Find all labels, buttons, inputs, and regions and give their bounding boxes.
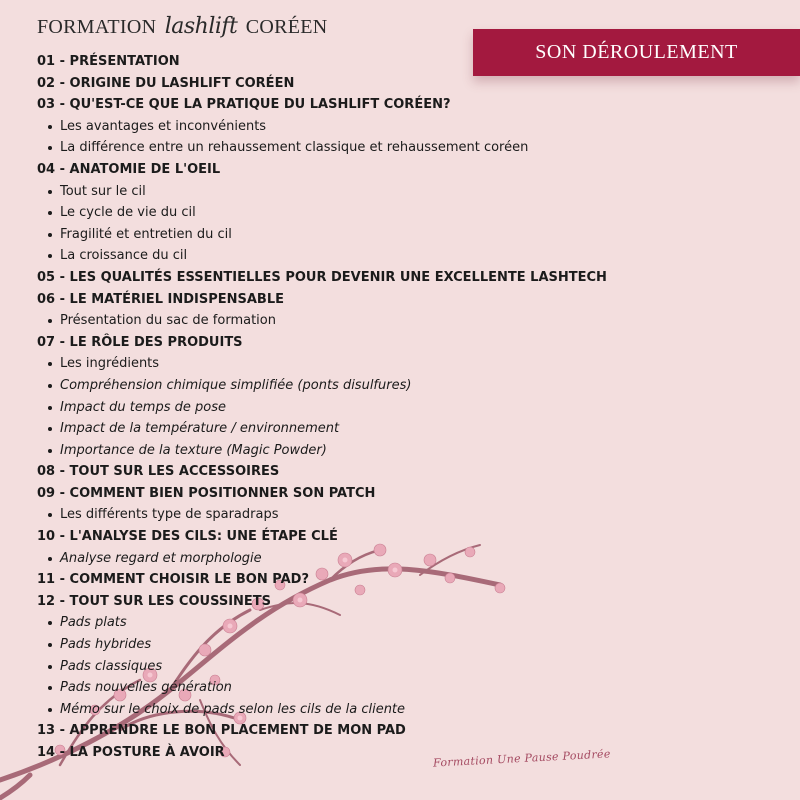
title-prefix: FORMATION xyxy=(37,16,157,38)
outline-bullet: Fragilité et entretien du cil xyxy=(37,224,607,246)
outline-heading: 11 - COMMENT CHOISIR LE BON PAD? xyxy=(37,572,309,588)
outline-bullet: Présentation du sac de formation xyxy=(37,310,607,332)
outline-heading: 12 - TOUT SUR LES COUSSINETS xyxy=(37,593,272,609)
outline-bullet-italic: Importance de la texture (Magic Powder) xyxy=(37,440,607,462)
outline-heading: 06 - LE MATÉRIEL INDISPENSABLE xyxy=(37,291,284,307)
outline-bullet: La croissance du cil xyxy=(37,245,607,267)
outline-heading: 13 - APPRENDRE LE BON PLACEMENT DE MON PAD xyxy=(37,723,406,739)
outline-bullet: La différence entre un rehaussement classique et rehaussement coréen xyxy=(37,137,607,159)
outline-bullet-italic: Mémo sur le choix de pads selon les cils de la cliente xyxy=(37,699,607,721)
outline-heading: 10 - L'ANALYSE DES CILS: UNE ÉTAPE CLÉ xyxy=(37,529,338,545)
outline-bullet-italic: Pads plats xyxy=(37,612,607,634)
outline-bullet: Tout sur le cil xyxy=(37,181,607,203)
outline-bullet-italic: Compréhension chimique simplifiée (ponts disulfures) xyxy=(37,375,607,397)
outline-heading: 09 - COMMENT BIEN POSITIONNER SON PATCH xyxy=(37,485,376,501)
outline-bullet: Le cycle de vie du cil xyxy=(37,202,607,224)
outline-bullet-italic: Impact de la température / environnement xyxy=(37,418,607,440)
signature: Formation Une Pause Poudrée xyxy=(432,747,611,770)
outline-heading: 04 - ANATOMIE DE L'OEIL xyxy=(37,161,221,177)
outline-bullet-italic: Impact du temps de pose xyxy=(37,397,607,419)
outline-heading: 14 - LA POSTURE À AVOIR xyxy=(37,745,225,760)
title-suffix: CORÉEN xyxy=(245,16,328,38)
page-title xyxy=(37,14,328,39)
outline-bullet-italic: Analyse regard et morphologie xyxy=(37,548,607,570)
outline-bullet: Les avantages et inconvénients xyxy=(37,116,607,138)
program-outline xyxy=(37,51,607,764)
title-script-word: lashlift xyxy=(164,14,238,39)
outline-bullet-italic: Pads nouvelles génération xyxy=(37,677,607,699)
outline-heading: 08 - TOUT SUR LES ACCESSOIRES xyxy=(37,464,280,480)
outline-bullet-italic: Pads classiques xyxy=(37,656,607,678)
outline-bullet: Les différents type de sparadraps xyxy=(37,504,607,526)
outline-heading: 01 - PRÉSENTATION xyxy=(37,54,180,69)
outline-bullet-italic: Pads hybrides xyxy=(37,634,607,656)
outline-heading: 02 - ORIGINE DU LASHLIFT CORÉEN xyxy=(37,75,295,91)
outline-heading: 07 - LE RÔLE DES PRODUITS xyxy=(37,334,243,350)
outline-heading: 05 - LES QUALITÉS ESSENTIELLES POUR DEVENIR UNE EXCELLENTE LASHTECH xyxy=(37,269,607,285)
section-badge: SON DÉROULEMENT xyxy=(473,29,800,76)
outline-bullet: Les ingrédients xyxy=(37,353,607,375)
outline-heading: 03 - QU'EST-CE QUE LA PRATIQUE DU LASHLIFT CORÉEN? xyxy=(37,97,451,113)
